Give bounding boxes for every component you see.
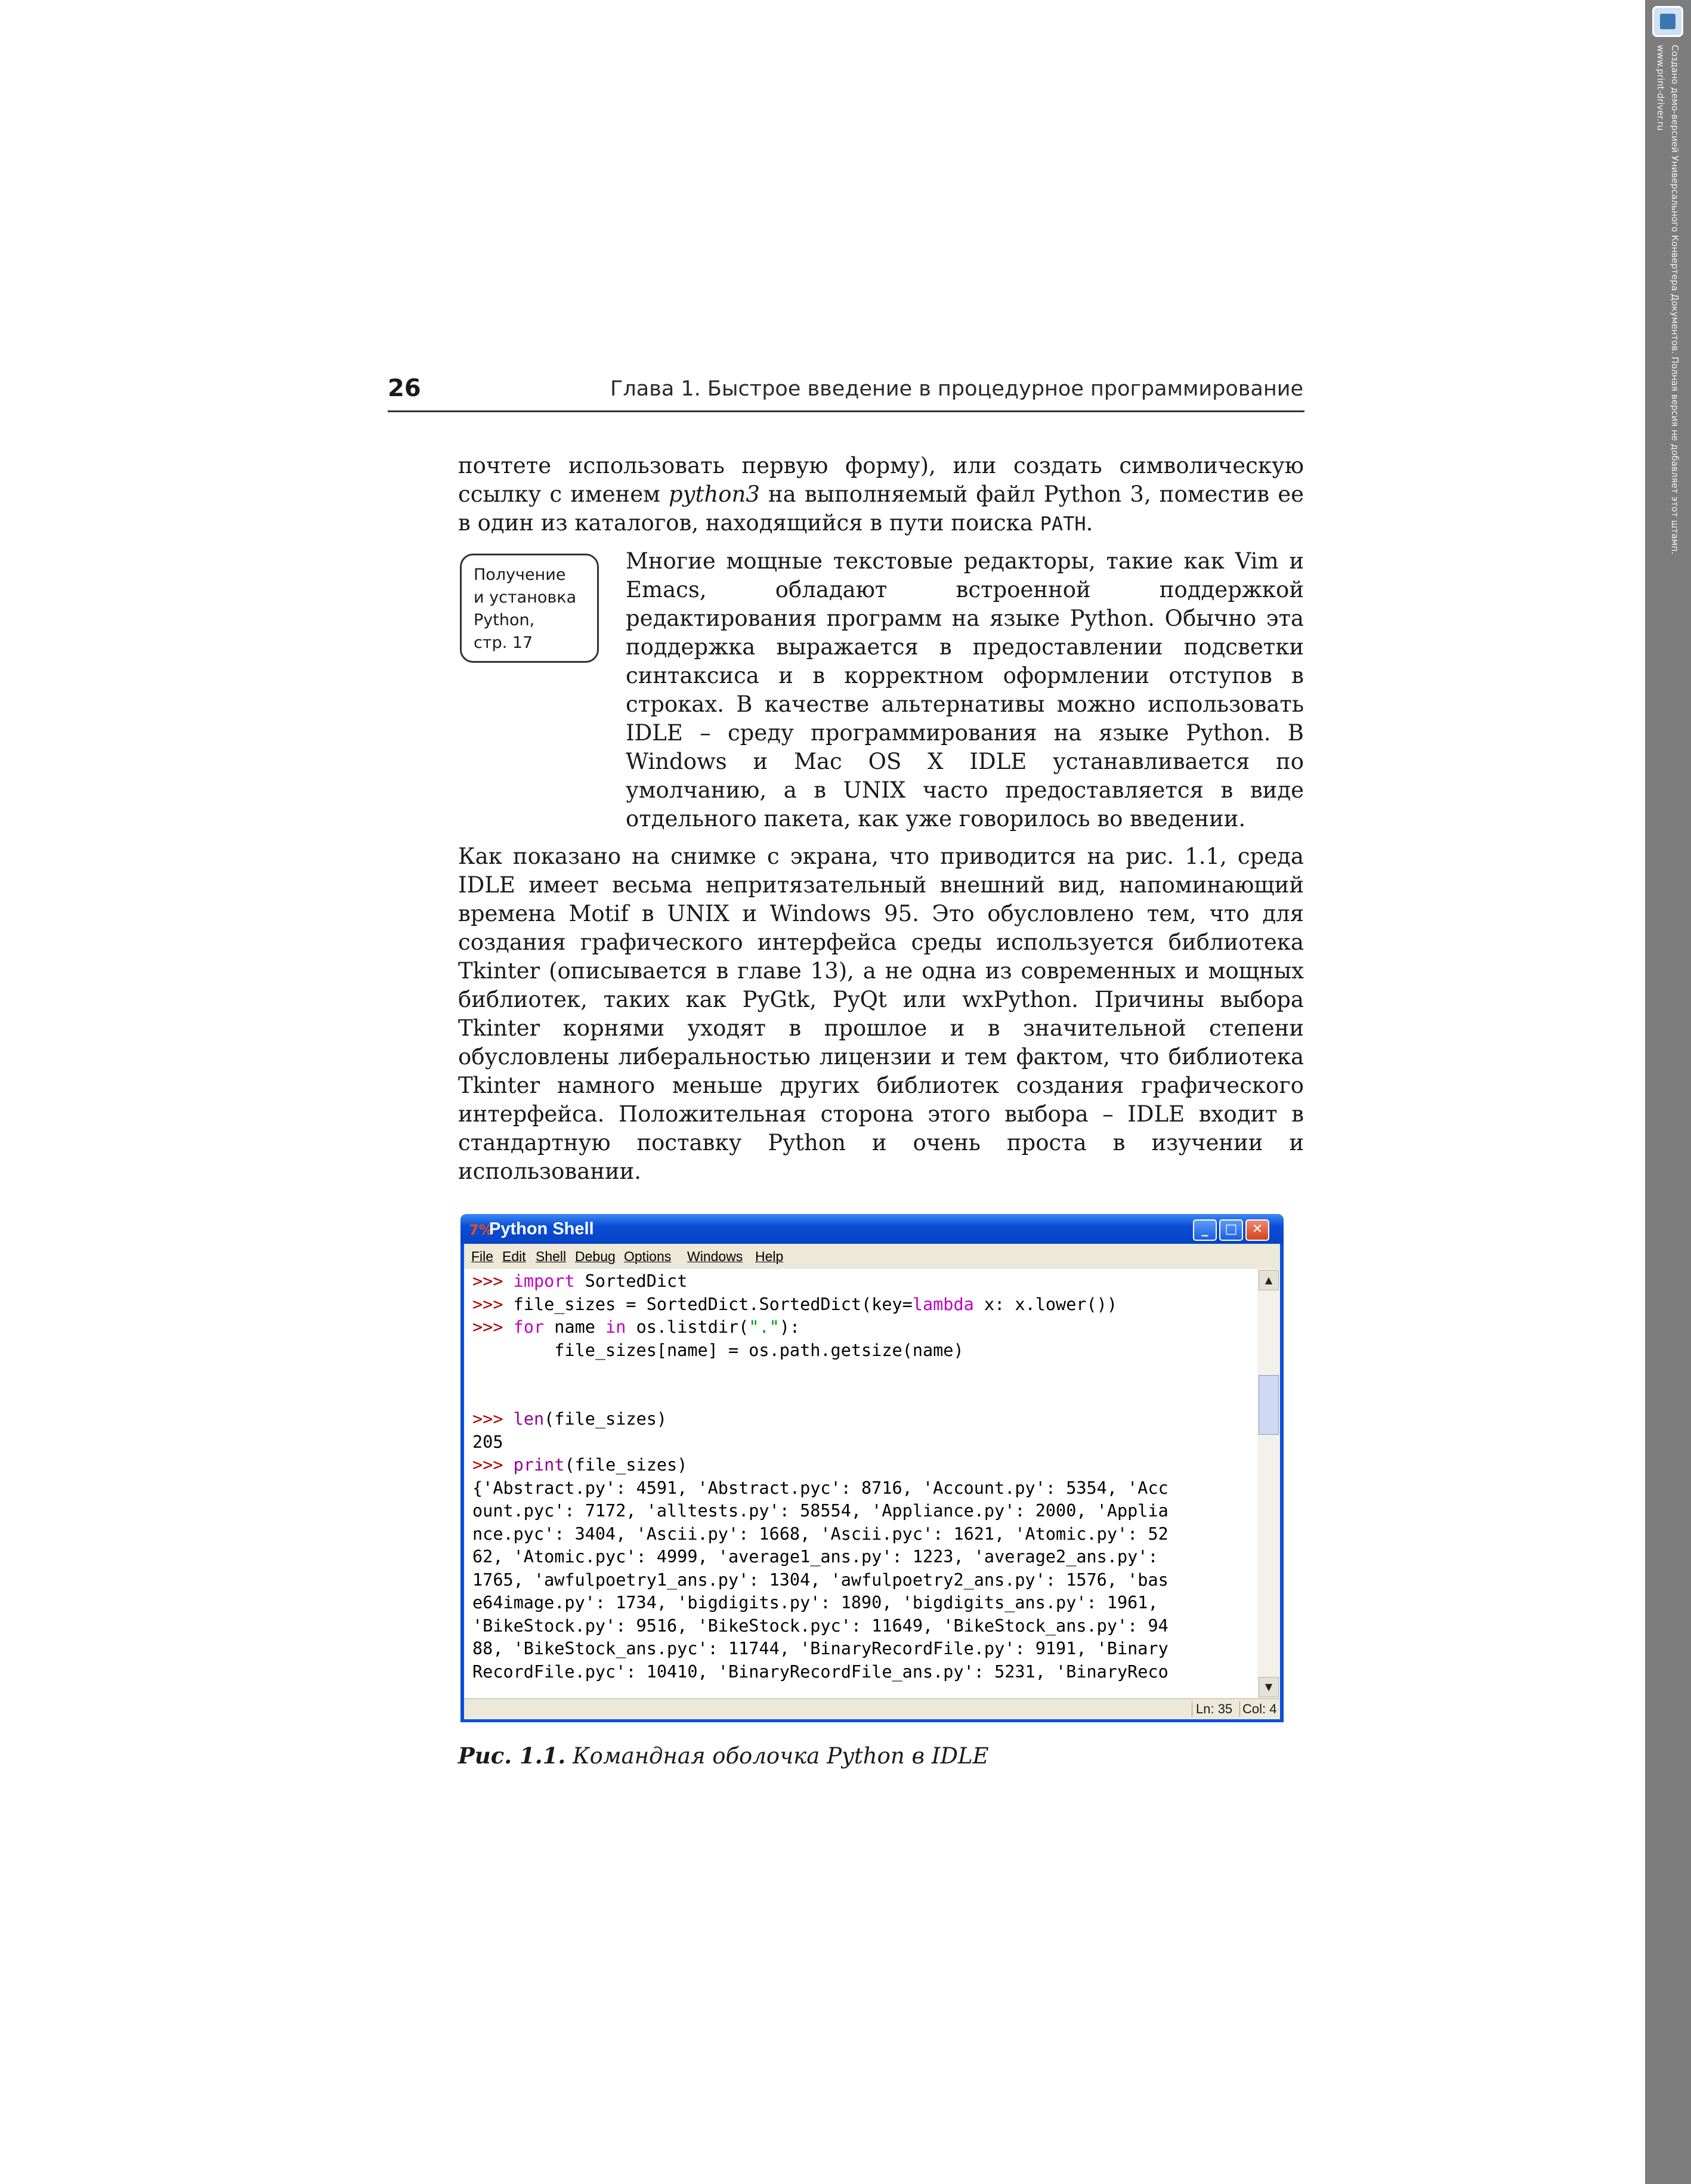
watermark-line-1: Создано демо-версией Универсального Конвертера Документов. Полная версия не добавляет этот штамп.	[1670, 45, 1680, 555]
shell-prompt: >>>	[472, 1294, 503, 1314]
margin-note	[460, 554, 599, 663]
paragraph-1-end: .	[1086, 510, 1093, 536]
vertical-scrollbar[interactable]	[1257, 1269, 1280, 1698]
shell-keyword: for	[513, 1317, 545, 1337]
margin-note-line: стр. 17	[474, 634, 533, 652]
window-title: Python Shell	[489, 1219, 594, 1238]
watermark-text	[1653, 45, 1682, 554]
shell-string: "."	[749, 1317, 780, 1337]
close-button[interactable]: ✕	[1245, 1219, 1269, 1241]
shell-builtin: len	[513, 1409, 545, 1429]
shell-line	[464, 1293, 1257, 1317]
chapter-title: Глава 1. Быстрое введение в процедурное программирование	[610, 377, 1303, 401]
menu-debug[interactable]: Debug	[575, 1249, 616, 1264]
menu-options[interactable]: Options	[624, 1249, 672, 1264]
menu-windows[interactable]: Windows	[687, 1249, 743, 1264]
shell-output-line: e64image.py': 1734, 'bigdigits.py': 1890, 'bigdigits_ans.py': 1961,	[472, 1593, 1158, 1612]
shell-line: file_sizes[name] = os.path.getsize(name)	[472, 1340, 964, 1360]
window-titlebar[interactable]	[460, 1214, 1284, 1244]
menu-edit[interactable]: Edit	[502, 1249, 526, 1264]
paragraph-1-italic: python3	[668, 481, 760, 507]
menu-bar	[464, 1244, 1280, 1269]
shell-keyword: import	[513, 1271, 575, 1291]
status-bar	[464, 1698, 1280, 1719]
shell-blank-line	[464, 1362, 1257, 1385]
margin-note-line: Python,	[474, 611, 535, 629]
shell-code: ):	[779, 1317, 800, 1337]
shell-code: (file_sizes)	[564, 1455, 688, 1475]
shell-output-line: 88, 'BikeStock_ans.pyc': 11744, 'BinaryRecordFile.py': 9191, 'Binary	[472, 1639, 1168, 1658]
shell-prompt: >>>	[472, 1317, 503, 1337]
shell-blank-line	[464, 1385, 1257, 1408]
shell-output-line: 205	[472, 1432, 503, 1452]
shell-output-line: ount.pyc': 7172, 'alltests.py': 58554, 'Appliance.py': 2000, 'Applia	[472, 1501, 1168, 1521]
shell-output-line: nce.pyc': 3404, 'Ascii.py': 1668, 'Ascii.pyc': 1621, 'Atomic.py': 52	[472, 1524, 1168, 1544]
figure-caption-text: Командная оболочка Python в IDLE	[565, 1743, 989, 1769]
python-idle-icon: 7%	[469, 1222, 493, 1238]
figure-caption	[458, 1743, 989, 1769]
shell-output-line: {'Abstract.py': 4591, 'Abstract.pyc': 8716, 'Account.py': 5354, 'Acc	[472, 1478, 1168, 1498]
maximize-button[interactable]: □	[1219, 1219, 1243, 1241]
margin-note-line: Получение	[474, 566, 566, 584]
shell-prompt: >>>	[472, 1409, 503, 1429]
scroll-up-arrow-icon[interactable]: ▲	[1259, 1270, 1279, 1290]
shell-code: name	[544, 1317, 606, 1337]
minimize-button[interactable]: _	[1193, 1219, 1217, 1241]
page-number: 26	[388, 375, 421, 402]
shell-line	[464, 1454, 1257, 1477]
paragraph-1-text: почтете использовать первую форму), или создать символическую ссылку с именем	[458, 453, 1304, 507]
paragraph-2: Многие мощные текстовые редакторы, такие как Vim и Emacs, обладают встроенной поддержкой редактирования программ на языке Python. Обычно эта поддержка выражается в предоставлении подсветки синтаксиса и в корректном оформлении отступов в строках. В качестве альтернативы можно использовать IDLE – среду программирования на языке Python. В Windows и Mac OS X IDLE устанавливается по умолчанию, а в UNIX часто предоставляется в виде отдельного пакета, как уже говорилось во введении.	[626, 548, 1304, 832]
figure-caption-label: Рис. 1.1.	[458, 1743, 566, 1769]
menu-help[interactable]: Help	[755, 1249, 784, 1264]
menu-shell[interactable]: Shell	[536, 1249, 567, 1264]
shell-code: file_sizes = SortedDict.SortedDict(key=	[503, 1294, 913, 1314]
watermark-strip	[1645, 0, 1691, 2184]
shell-output-line: 1765, 'awfulpoetry1_ans.py': 1304, 'awfulpoetry2_ans.py': 1576, 'bas	[472, 1570, 1168, 1590]
scroll-down-arrow-icon[interactable]: ▼	[1259, 1677, 1279, 1697]
status-line-number: Ln: 35	[1192, 1701, 1236, 1717]
shell-code: x: x.lower())	[973, 1294, 1117, 1314]
idle-python-shell-window	[460, 1214, 1284, 1722]
shell-code: SortedDict	[574, 1271, 688, 1291]
shell-builtin: print	[513, 1455, 565, 1475]
paragraph-1-text-2: на выполняемый файл Python 3, поместив ее в один из каталогов, находящийся в пути поиска	[458, 481, 1304, 536]
converter-logo-icon	[1652, 6, 1683, 37]
paragraph-1-code: PATH	[1040, 512, 1086, 535]
shell-output-line: 'BikeStock.py': 9516, 'BikeStock.pyc': 11649, 'BikeStock_ans.py': 94	[472, 1615, 1168, 1636]
paragraph-3: Как показано на снимке с экрана, что приводится на рис. 1.1, среда IDLE имеет весьма непритязательный внешний вид, напоминающий времена Motif в UNIX и Windows 95. Это обусловлено тем, что для создания графического интерфейса среды используется библиотека Tkinter (описывается в главе 13), а не одна из современных и мощных библиотек, таких как PyGtk, PyQt или wxPython. Причины выбора Tkinter корнями уходят в прошлое и в значительной степени обусловлены либеральностью лицензии и тем фактом, что библиотека Tkinter намного меньше других библиотек создания графического интерфейса. Положительная сторона этого выбора – IDLE входит в стандартную поставку Python и очень проста в изучении и использовании.	[458, 844, 1304, 1184]
shell-prompt: >>>	[472, 1271, 503, 1291]
shell-line	[464, 1408, 1257, 1431]
shell-code: (file_sizes)	[544, 1409, 667, 1429]
scrollbar-thumb[interactable]	[1259, 1375, 1279, 1435]
watermark-line-2: www.print-driver.ru	[1655, 45, 1666, 131]
shell-line	[464, 1270, 1257, 1293]
shell-output-line: RecordFile.pyc': 10410, 'BinaryRecordFile_ans.py': 5231, 'BinaryReco	[472, 1661, 1168, 1682]
shell-line	[464, 1316, 1257, 1339]
shell-text-area[interactable]	[464, 1269, 1257, 1698]
shell-output-line: 62, 'Atomic.pyc': 4999, 'average1_ans.py': 1223, 'average2_ans.py':	[472, 1547, 1158, 1567]
shell-keyword: in	[605, 1317, 626, 1337]
status-column-number: Col: 4	[1239, 1701, 1279, 1717]
shell-prompt: >>>	[472, 1455, 503, 1475]
margin-note-line: и установка	[474, 588, 577, 607]
header-rule	[388, 410, 1304, 412]
shell-code: os.listdir(	[626, 1317, 749, 1337]
shell-keyword: lambda	[912, 1294, 974, 1314]
menu-file[interactable]: File	[471, 1249, 494, 1264]
paragraph-1	[458, 452, 1304, 538]
